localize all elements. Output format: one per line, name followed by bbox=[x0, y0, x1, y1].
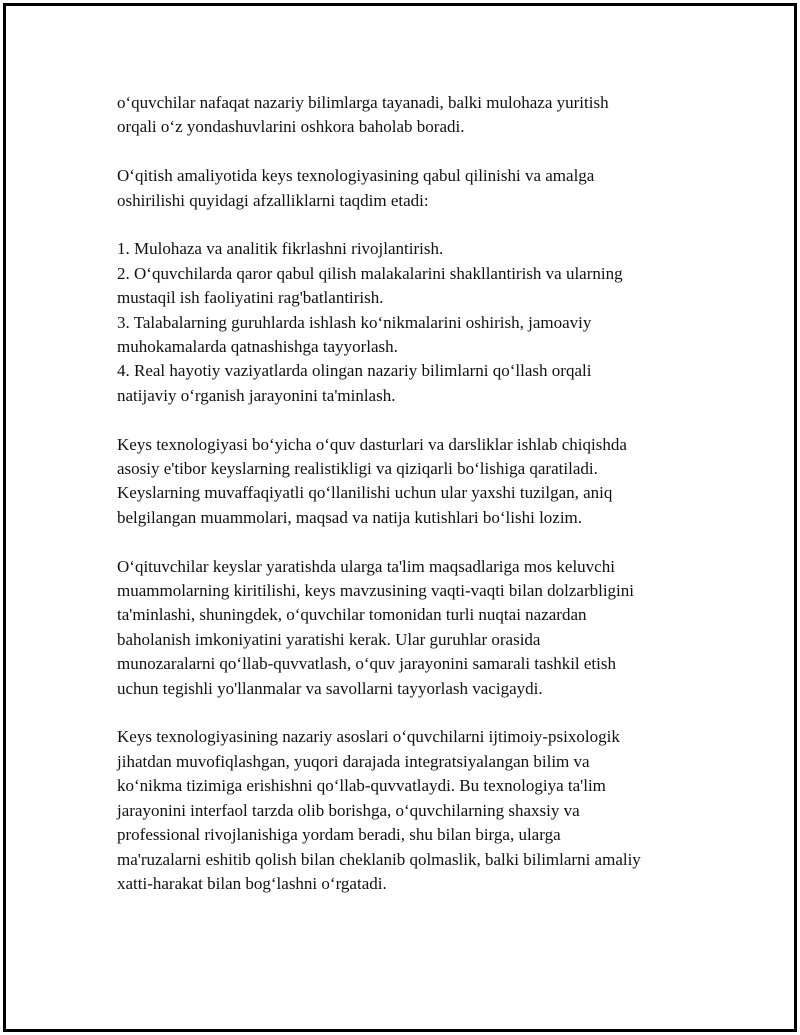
text-line: o‘quvchilar nafaqat nazariy bilimlarga tayanadi, balki mulohaza yuritish bbox=[117, 93, 609, 112]
text-line: baholanish imkoniyatini yaratishi kerak. Ular guruhlar orasida bbox=[117, 629, 541, 649]
text-line: Keyslarning muvaffaqiyatli qo‘llanilishi uchun ular yaxshi tuzilgan, aniq bbox=[117, 483, 613, 503]
text-line: muammolarning kiritilishi, keys mavzusining vaqti-vaqti bilan dolzarbligini bbox=[117, 581, 634, 601]
list-item-line: 3. Talabalarning guruhlarda ishlash ko‘nikmalarini oshirish, jamoaviy bbox=[117, 312, 592, 332]
numbered-list bbox=[117, 237, 717, 408]
paragraph-intro bbox=[117, 91, 717, 140]
paragraph-teachers bbox=[117, 555, 717, 701]
text-line: belgilangan muammolari, maqsad va natija kutishlari bo‘lishi lozim. bbox=[117, 507, 583, 527]
text-line: ta'minlashi, shuningdek, o‘quvchilar tomonidan turli nuqtai nazardan bbox=[117, 605, 587, 625]
paragraph-gap bbox=[117, 213, 717, 237]
list-item-line: mustaqil ish faoliyatini rag'batlantirish. bbox=[117, 288, 384, 308]
paragraph-advantages-intro bbox=[117, 164, 717, 213]
text-line: O‘qituvchilar keyslar yaratishda ularga ta'lim maqsadlariga mos keluvchi bbox=[117, 556, 615, 576]
paragraph-gap bbox=[117, 701, 717, 725]
list-item-line: natijaviy o‘rganish jarayonini ta'minlash. bbox=[117, 385, 396, 405]
text-line: asosiy e'tibor keyslarning realistikligi va qiziqarli bo‘lishiga qaratiladi. bbox=[117, 459, 598, 479]
list-item-line: 4. Real hayotiy vaziyatlarda olingan nazariy bilimlarni qo‘llash orqali bbox=[117, 361, 592, 381]
text-line: ma'ruzalarni eshitib qolish bilan cheklanib qolmaslik, balki bilimlarni amaliy bbox=[117, 849, 641, 869]
text-line: jihatdan muvofiqlashgan, yuqori darajada integratsiyalangan bilim va bbox=[117, 751, 590, 771]
text-line: munozaralarni qo‘llab-quvvatlash, o‘quv jarayonini samarali tashkil etish bbox=[117, 654, 616, 674]
paragraph-gap bbox=[117, 408, 717, 432]
text-line: O‘qitish amaliyotida keys texnologiyasining qabul qilinishi va amalga bbox=[117, 166, 595, 186]
text-line: uchun tegishli yo'llanmalar va savollarni tayyorlash vacigaydi. bbox=[117, 678, 543, 698]
text-line: orqali o‘z yondashuvlarini oshkora baholab boradi. bbox=[117, 117, 465, 137]
list-item-line: 1. Mulohaza va analitik fikrlashni rivojlantirish. bbox=[117, 239, 444, 259]
paragraph-gap bbox=[117, 140, 717, 164]
list-item-line: muhokamalarda qatnashishga tayyorlash. bbox=[117, 337, 398, 357]
text-line: xatti-harakat bilan bog‘lashni o‘rgatadi. bbox=[117, 873, 387, 893]
text-line: Keys texnologiyasi bo‘yicha o‘quv dasturlari va darsliklar ishlab chiqishda bbox=[117, 434, 627, 454]
paragraph-curriculum bbox=[117, 433, 717, 531]
text-line: oshirilishi quyidagi afzalliklarni taqdim etadi: bbox=[117, 190, 429, 210]
text-line: jarayonini interfaol tarzda olib borishga, o‘quvchilarning shaxsiy va bbox=[117, 800, 580, 820]
text-line: ko‘nikma tizimiga erishishni qo‘llab-quvvatlaydi. Bu texnologiya ta'lim bbox=[117, 776, 606, 796]
document-body bbox=[117, 91, 717, 896]
paragraph-gap bbox=[117, 530, 717, 554]
paragraph-theory bbox=[117, 725, 717, 896]
text-line: Keys texnologiyasining nazariy asoslari o‘quvchilarni ijtimoiy-psixologik bbox=[117, 727, 620, 747]
list-item-line: 2. O‘quvchilarda qaror qabul qilish malakalarini shakllantirish va ularning bbox=[117, 263, 623, 283]
text-line: professional rivojlanishiga yordam beradi, shu bilan birga, ularga bbox=[117, 825, 561, 845]
